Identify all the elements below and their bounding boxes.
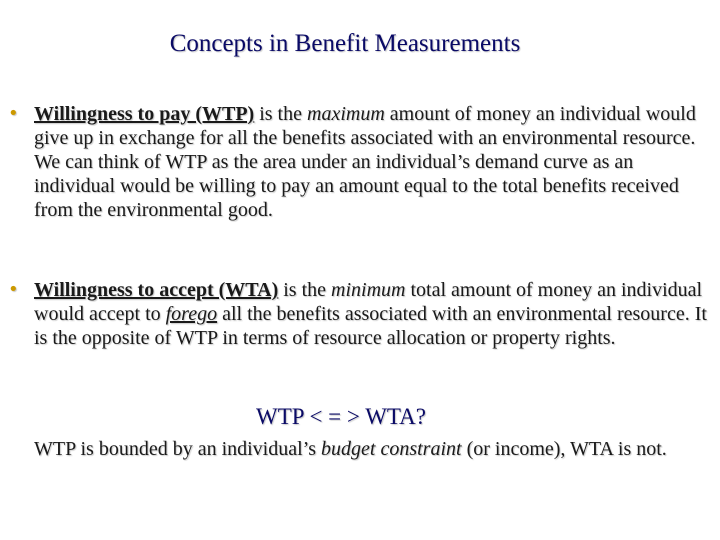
note-emphasis: budget constraint [321, 438, 462, 460]
wtp-emphasis: maximum [307, 103, 385, 125]
slide-title: Concepts in Benefit Measurements [169, 30, 521, 57]
wta-definition: all the benefits associated with an environmental resource. It is the opposite of WTP in terms of resource allocation or property rights. [34, 303, 707, 349]
comparison-question: WTP < = > WTA? [256, 404, 426, 429]
budget-note [34, 437, 704, 461]
wta-emphasis: minimum [331, 279, 406, 301]
wta-forego: forego [165, 303, 218, 325]
wtp-pre: is the [254, 103, 307, 125]
wtp-definition: amount of money an individual would give up in exchange for all the benefits associated with an environmental resource. We can think of WTP as the area under an individual’s demand curve as an individual would be willing to pay an amount equal to the total benefits received from the environmental good. [34, 103, 696, 221]
bullet-icon: • [8, 103, 19, 124]
bullet-wtp-text [34, 102, 714, 222]
note-pre: WTP is bounded by an individual’s [34, 438, 322, 460]
note-rest: (or income), WTA is not. [461, 438, 667, 460]
wta-pre: is the [278, 279, 332, 301]
bullet-wta-text [34, 278, 714, 350]
bullet-wtp [8, 102, 708, 222]
wta-mid: total amount of money an individual would accept to [34, 279, 703, 325]
bullet-wta [8, 278, 708, 350]
wta-term: Willingness to accept (WTA) [34, 279, 279, 301]
wtp-term: Willingness to pay (WTP) [34, 103, 255, 125]
bullet-icon: • [8, 279, 19, 300]
